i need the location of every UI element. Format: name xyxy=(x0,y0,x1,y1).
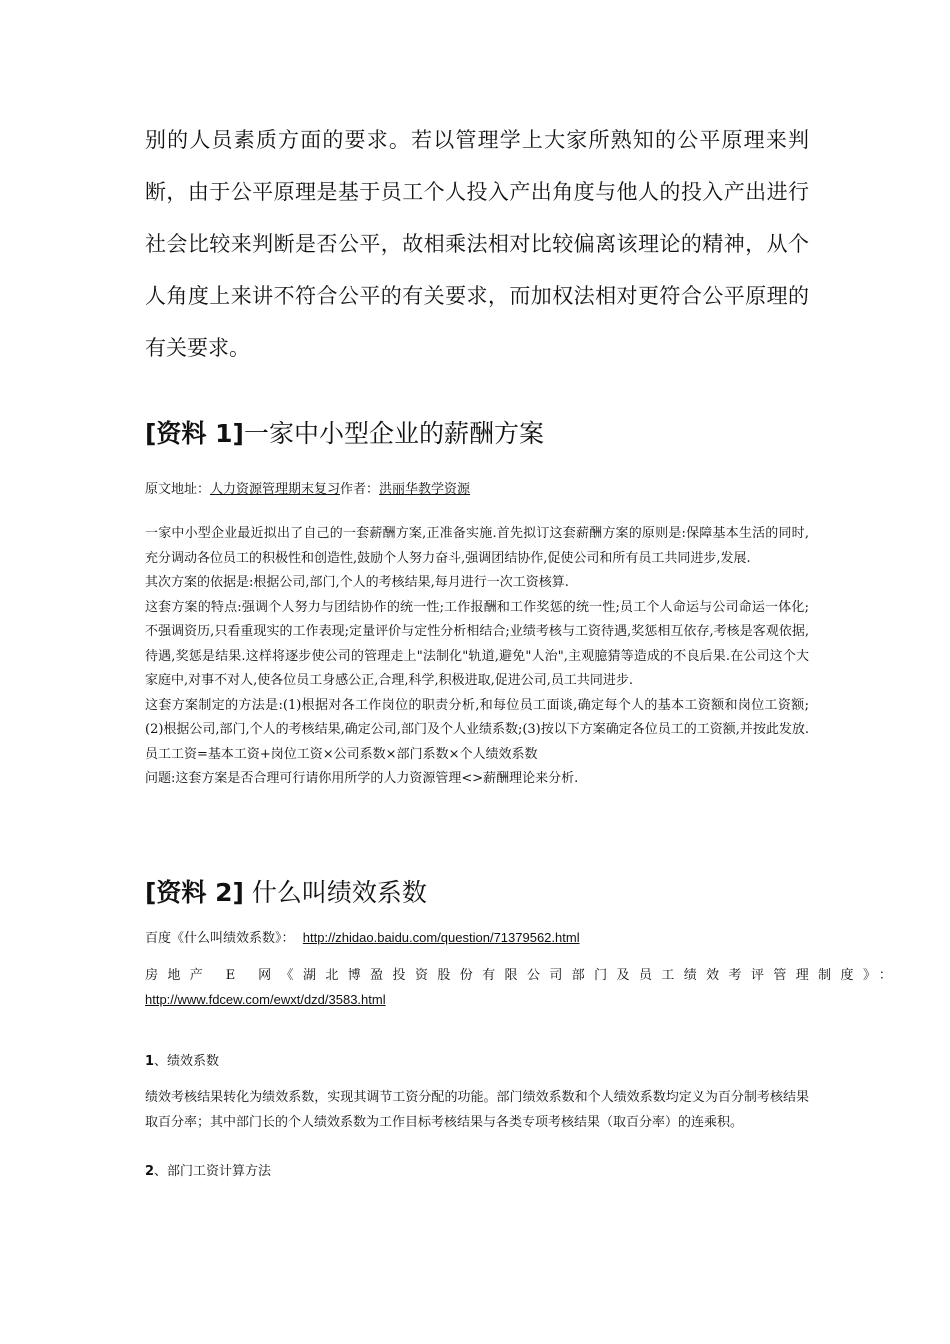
section2-heading-text: 什么叫绩效系数 xyxy=(243,878,427,907)
meta-author-label: 作者： xyxy=(340,482,380,497)
ref-baidu xyxy=(145,928,809,949)
ref-fdcew-label: 房地产 E 网《湖北博盈投资股份有限公司部门及员工绩效考评管理制度》： xyxy=(145,968,902,983)
meta-source-link[interactable]: 人力资源管理期末复习 xyxy=(210,482,341,497)
meta-source-label: 原文地址： xyxy=(145,482,211,497)
ref-baidu-label: 百度《什么叫绩效系数》： xyxy=(145,931,295,946)
section1-heading-text: 一家中小型企业的薪酬方案 xyxy=(243,419,544,448)
section2-heading xyxy=(145,876,809,910)
ref-baidu-link[interactable]: http://zhidao.baidu.com/question/71379562.html xyxy=(302,930,580,945)
section1-heading-prefix: [资料 1] xyxy=(145,419,244,448)
ref-fdcew xyxy=(145,990,809,1011)
item2-title: 、部门工资计算方法 xyxy=(154,1164,272,1179)
section2-heading-prefix: [资料 2] xyxy=(145,878,244,907)
section1-paragraph-basis: 其次方案的依据是:根据公司,部门,个人的考核结果,每月进行一次工资核算. xyxy=(145,575,569,590)
ref-fdcew-link[interactable]: http://www.fdcew.com/ewxt/dzd/3583.html xyxy=(145,992,386,1007)
intro-paragraph: 别的人员素质方面的要求。若以管理学上大家所熟知的公平原理来判断，由于公平原理是基于员工个人投入产出角度与他人的投入产出进行社会比较来判断是否公平，故相乘法相对比较偏离该理论的精神，从个人角度上来讲不符合公平的有关要求，而加权法相对更符合公平原理的有关要求。 xyxy=(145,128,809,360)
item1-heading xyxy=(145,1052,809,1072)
item1-title: 、绩效系数 xyxy=(154,1054,220,1069)
item2-number: 2 xyxy=(145,1164,155,1179)
item1-number: 1 xyxy=(145,1054,155,1069)
meta-author-link[interactable]: 洪丽华教学资源 xyxy=(379,482,471,497)
item1-body xyxy=(145,1086,809,1135)
section1-body xyxy=(145,522,809,792)
section1-paragraph-principle: 一家中小型企业最近拟出了自己的一套薪酬方案,正准备实施.首先拟订这套薪酬方案的原则是:保障基本生活的同时,充分调动各位员工的积极性和创造性,鼓励个人努力奋斗,强调团结协作,促使公司和所有员工共同进步,发展. xyxy=(145,526,809,566)
section1-paragraph-features: 这套方案的特点:强调个人努力与团结协作的统一性;工作报酬和工作奖惩的统一性;员工个人命运与公司命运一体化;不强调资历,只看重现实的工作表现;定量评价与定性分析相结合;业绩考核与工资待遇,奖惩相互依存,考核是客观依据,待遇,奖惩是结果.这样将逐步使公司的管理走上"法制化"轨道,避免"人治",主观臆猜等造成的不良后果.在公司这个大家庭中,对事不对人,使各位员工身感公正,合理,科学,积极进取,促进公司,员工共同进步. xyxy=(145,599,809,688)
section1-paragraph-formula: 员工工资=基本工资+岗位工资×公司系数×部门系数×个人绩效系数 xyxy=(145,746,538,762)
item1-paragraph: 绩效考核结果转化为绩效系数，实现其调节工资分配的功能。部门绩效系数和个人绩效系数均定义为百分制考核结果取百分率；其中部门长的个人绩效系数为工作目标考核结果与各类专项考核结果（取百分率）的连乘积。 xyxy=(145,1090,809,1130)
item2-heading xyxy=(145,1162,809,1182)
section1-heading xyxy=(145,417,809,451)
section1-paragraph-question: 问题:这套方案是否合理可行请你用所学的人力资源管理<>薪酬理论来分析. xyxy=(145,771,579,786)
section1-paragraph-method: 这套方案制定的方法是:(1)根据对各工作岗位的职责分析,和每位员工面谈,确定每个人的基本工资额和岗位工资额;(2)根据公司,部门,个人的考核结果,确定公司,部门及个人业绩系数;(3)按以下方案确定各位员工的工资额,并按此发放. xyxy=(145,697,810,737)
section1-meta xyxy=(145,480,809,500)
